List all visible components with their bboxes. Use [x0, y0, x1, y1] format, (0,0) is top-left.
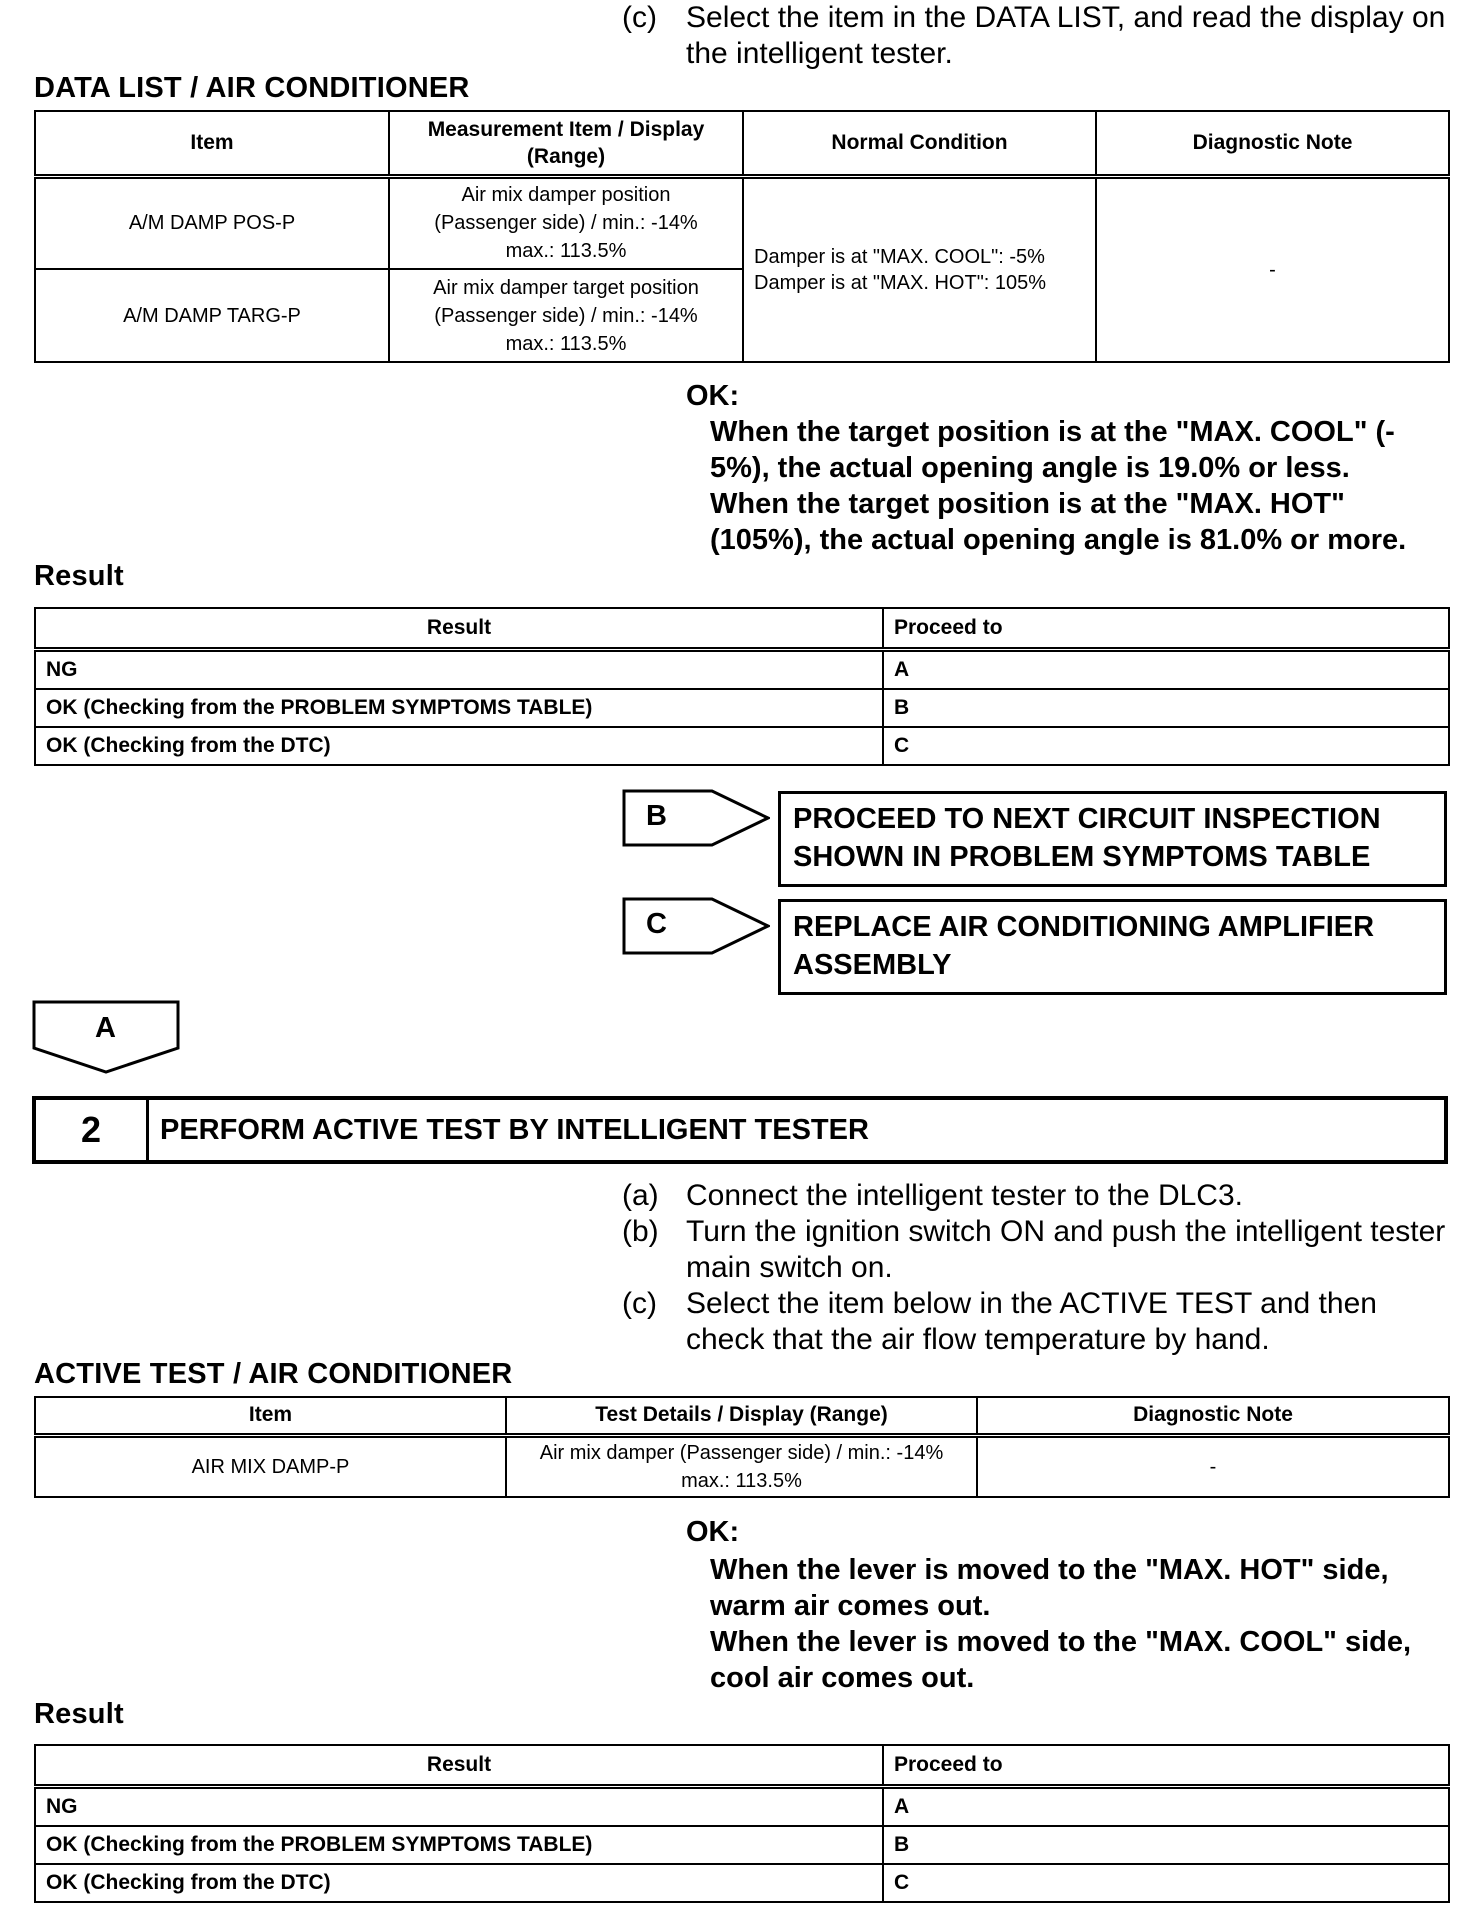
normal-condition-line: Damper is at "MAX. COOL": -5% — [754, 245, 1045, 268]
test-details-cell: Air mix damper (Passenger side) / min.: -14% max.: 113.5% — [506, 1435, 977, 1497]
ok-line: cool air comes out. — [710, 1662, 975, 1694]
box-b-instruction — [778, 791, 1447, 887]
ok-label: OK: — [686, 380, 740, 412]
step-text: Select the item below in the ACTIVE TEST and then check that the air flow temperature by hand. — [686, 1287, 1377, 1356]
ok-line: When the lever is moved to the "MAX. COOL" side, — [710, 1626, 1412, 1658]
col-header-test-details: Test Details / Display (Range) — [506, 1397, 977, 1435]
proceed-cell: B — [883, 689, 1449, 727]
proceed-cell: A — [883, 650, 1449, 690]
table-row — [35, 1826, 1449, 1864]
result-cell: OK (Checking from the PROBLEM SYMPTOMS TABLE) — [35, 689, 883, 727]
item-cell: A/M DAMP POS-P — [35, 176, 389, 269]
box-c-line: REPLACE AIR CONDITIONING AMPLIFIER — [793, 911, 1375, 943]
box-b-line: PROCEED TO NEXT CIRCUIT INSPECTION — [793, 803, 1381, 835]
col-header-normal-condition: Normal Condition — [743, 111, 1096, 176]
ok-line: When the lever is moved to the "MAX. HOT" side, — [710, 1554, 1389, 1586]
proceed-cell: A — [883, 1787, 1449, 1827]
step-text: Select the item in the DATA LIST, and read the display on the intelligent tester. — [686, 1, 1446, 70]
result-cell: OK (Checking from the PROBLEM SYMPTOMS TABLE) — [35, 1826, 883, 1864]
table-row — [35, 650, 1449, 690]
proceed-cell: C — [883, 1864, 1449, 1902]
table-row — [35, 1864, 1449, 1902]
table-row — [35, 1787, 1449, 1827]
arrow-c-shape — [622, 897, 770, 955]
ok-line: When the target position is at the "MAX. COOL" (- — [710, 416, 1395, 448]
step2-title: PERFORM ACTIVE TEST BY INTELLIGENT TESTER — [160, 1114, 869, 1146]
active-test-title: ACTIVE TEST / AIR CONDITIONER — [34, 1358, 513, 1390]
result-cell: OK (Checking from the DTC) — [35, 1864, 883, 1902]
item-cell: A/M DAMP TARG-P — [35, 269, 389, 362]
ok-line: (105%), the actual opening angle is 81.0% or more. — [710, 524, 1407, 556]
table-row — [35, 689, 1449, 727]
step-label: (c) — [622, 1287, 657, 1320]
arrow-c-label: C — [646, 908, 667, 940]
result-table — [34, 1744, 1450, 1903]
arrow-a-label: A — [95, 1012, 116, 1044]
active-test-table — [34, 1396, 1450, 1498]
col-header-measurement: Measurement Item / Display (Range) — [389, 111, 743, 176]
proceed-cell: C — [883, 727, 1449, 765]
box-c-instruction — [778, 899, 1447, 995]
result-cell: NG — [35, 650, 883, 690]
proceed-cell: B — [883, 1826, 1449, 1864]
arrow-b-label: B — [646, 800, 667, 832]
ok-label: OK: — [686, 1516, 740, 1548]
result-cell: OK (Checking from the DTC) — [35, 727, 883, 765]
col-header-result: Result — [35, 608, 883, 650]
step2-item-c — [622, 1286, 1452, 1358]
table-row — [35, 1435, 1449, 1497]
result-title: Result — [34, 1698, 124, 1730]
ok-criteria — [710, 1552, 1460, 1696]
arrow-b-shape — [622, 789, 770, 847]
col-header-proceed-to: Proceed to — [883, 608, 1449, 650]
col-header-item: Item — [35, 1397, 506, 1435]
col-header-item: Item — [35, 111, 389, 176]
diagnostic-note-cell: - — [977, 1435, 1449, 1497]
step2-number: 2 — [36, 1100, 149, 1160]
ok-criteria — [710, 414, 1460, 558]
data-list-table — [34, 110, 1450, 363]
col-header-proceed-to: Proceed to — [883, 1745, 1449, 1787]
step2-item-b — [622, 1214, 1452, 1286]
top-step — [622, 0, 1452, 72]
box-b-line: SHOWN IN PROBLEM SYMPTOMS TABLE — [793, 841, 1371, 873]
step-label: (a) — [622, 1179, 659, 1212]
item-cell: AIR MIX DAMP-P — [35, 1435, 506, 1497]
table-row — [35, 727, 1449, 765]
step-label: (b) — [622, 1215, 659, 1248]
step-label: (c) — [622, 1, 657, 34]
result-cell: NG — [35, 1787, 883, 1827]
ok-line: 5%), the actual opening angle is 19.0% or less. — [710, 452, 1350, 484]
measurement-cell: Air mix damper position (Passenger side) / min.: -14% max.: 113.5% — [389, 176, 743, 269]
col-header-result: Result — [35, 1745, 883, 1787]
step2-header — [32, 1096, 1448, 1164]
ok-line: warm air comes out. — [710, 1590, 991, 1622]
step-text: Turn the ignition switch ON and push the intelligent tester main switch on. — [686, 1215, 1446, 1284]
ok-line: When the target position is at the "MAX. HOT" — [710, 488, 1345, 520]
box-c-line: ASSEMBLY — [793, 949, 952, 981]
col-header-diagnostic-note: Diagnostic Note — [1096, 111, 1449, 176]
data-list-title: DATA LIST / AIR CONDITIONER — [34, 72, 470, 104]
normal-condition-cell — [743, 176, 1096, 362]
col-header-diagnostic-note: Diagnostic Note — [977, 1397, 1449, 1435]
table-row — [35, 176, 1449, 269]
result-table — [34, 607, 1450, 766]
step-text: Connect the intelligent tester to the DLC3. — [686, 1179, 1243, 1212]
diagnostic-note-cell: - — [1096, 176, 1449, 362]
result-title: Result — [34, 560, 124, 592]
measurement-cell: Air mix damper target position (Passenger side) / min.: -14% max.: 113.5% — [389, 269, 743, 362]
normal-condition-line: Damper is at "MAX. HOT": 105% — [754, 271, 1047, 294]
step2-item-a — [622, 1178, 1452, 1214]
